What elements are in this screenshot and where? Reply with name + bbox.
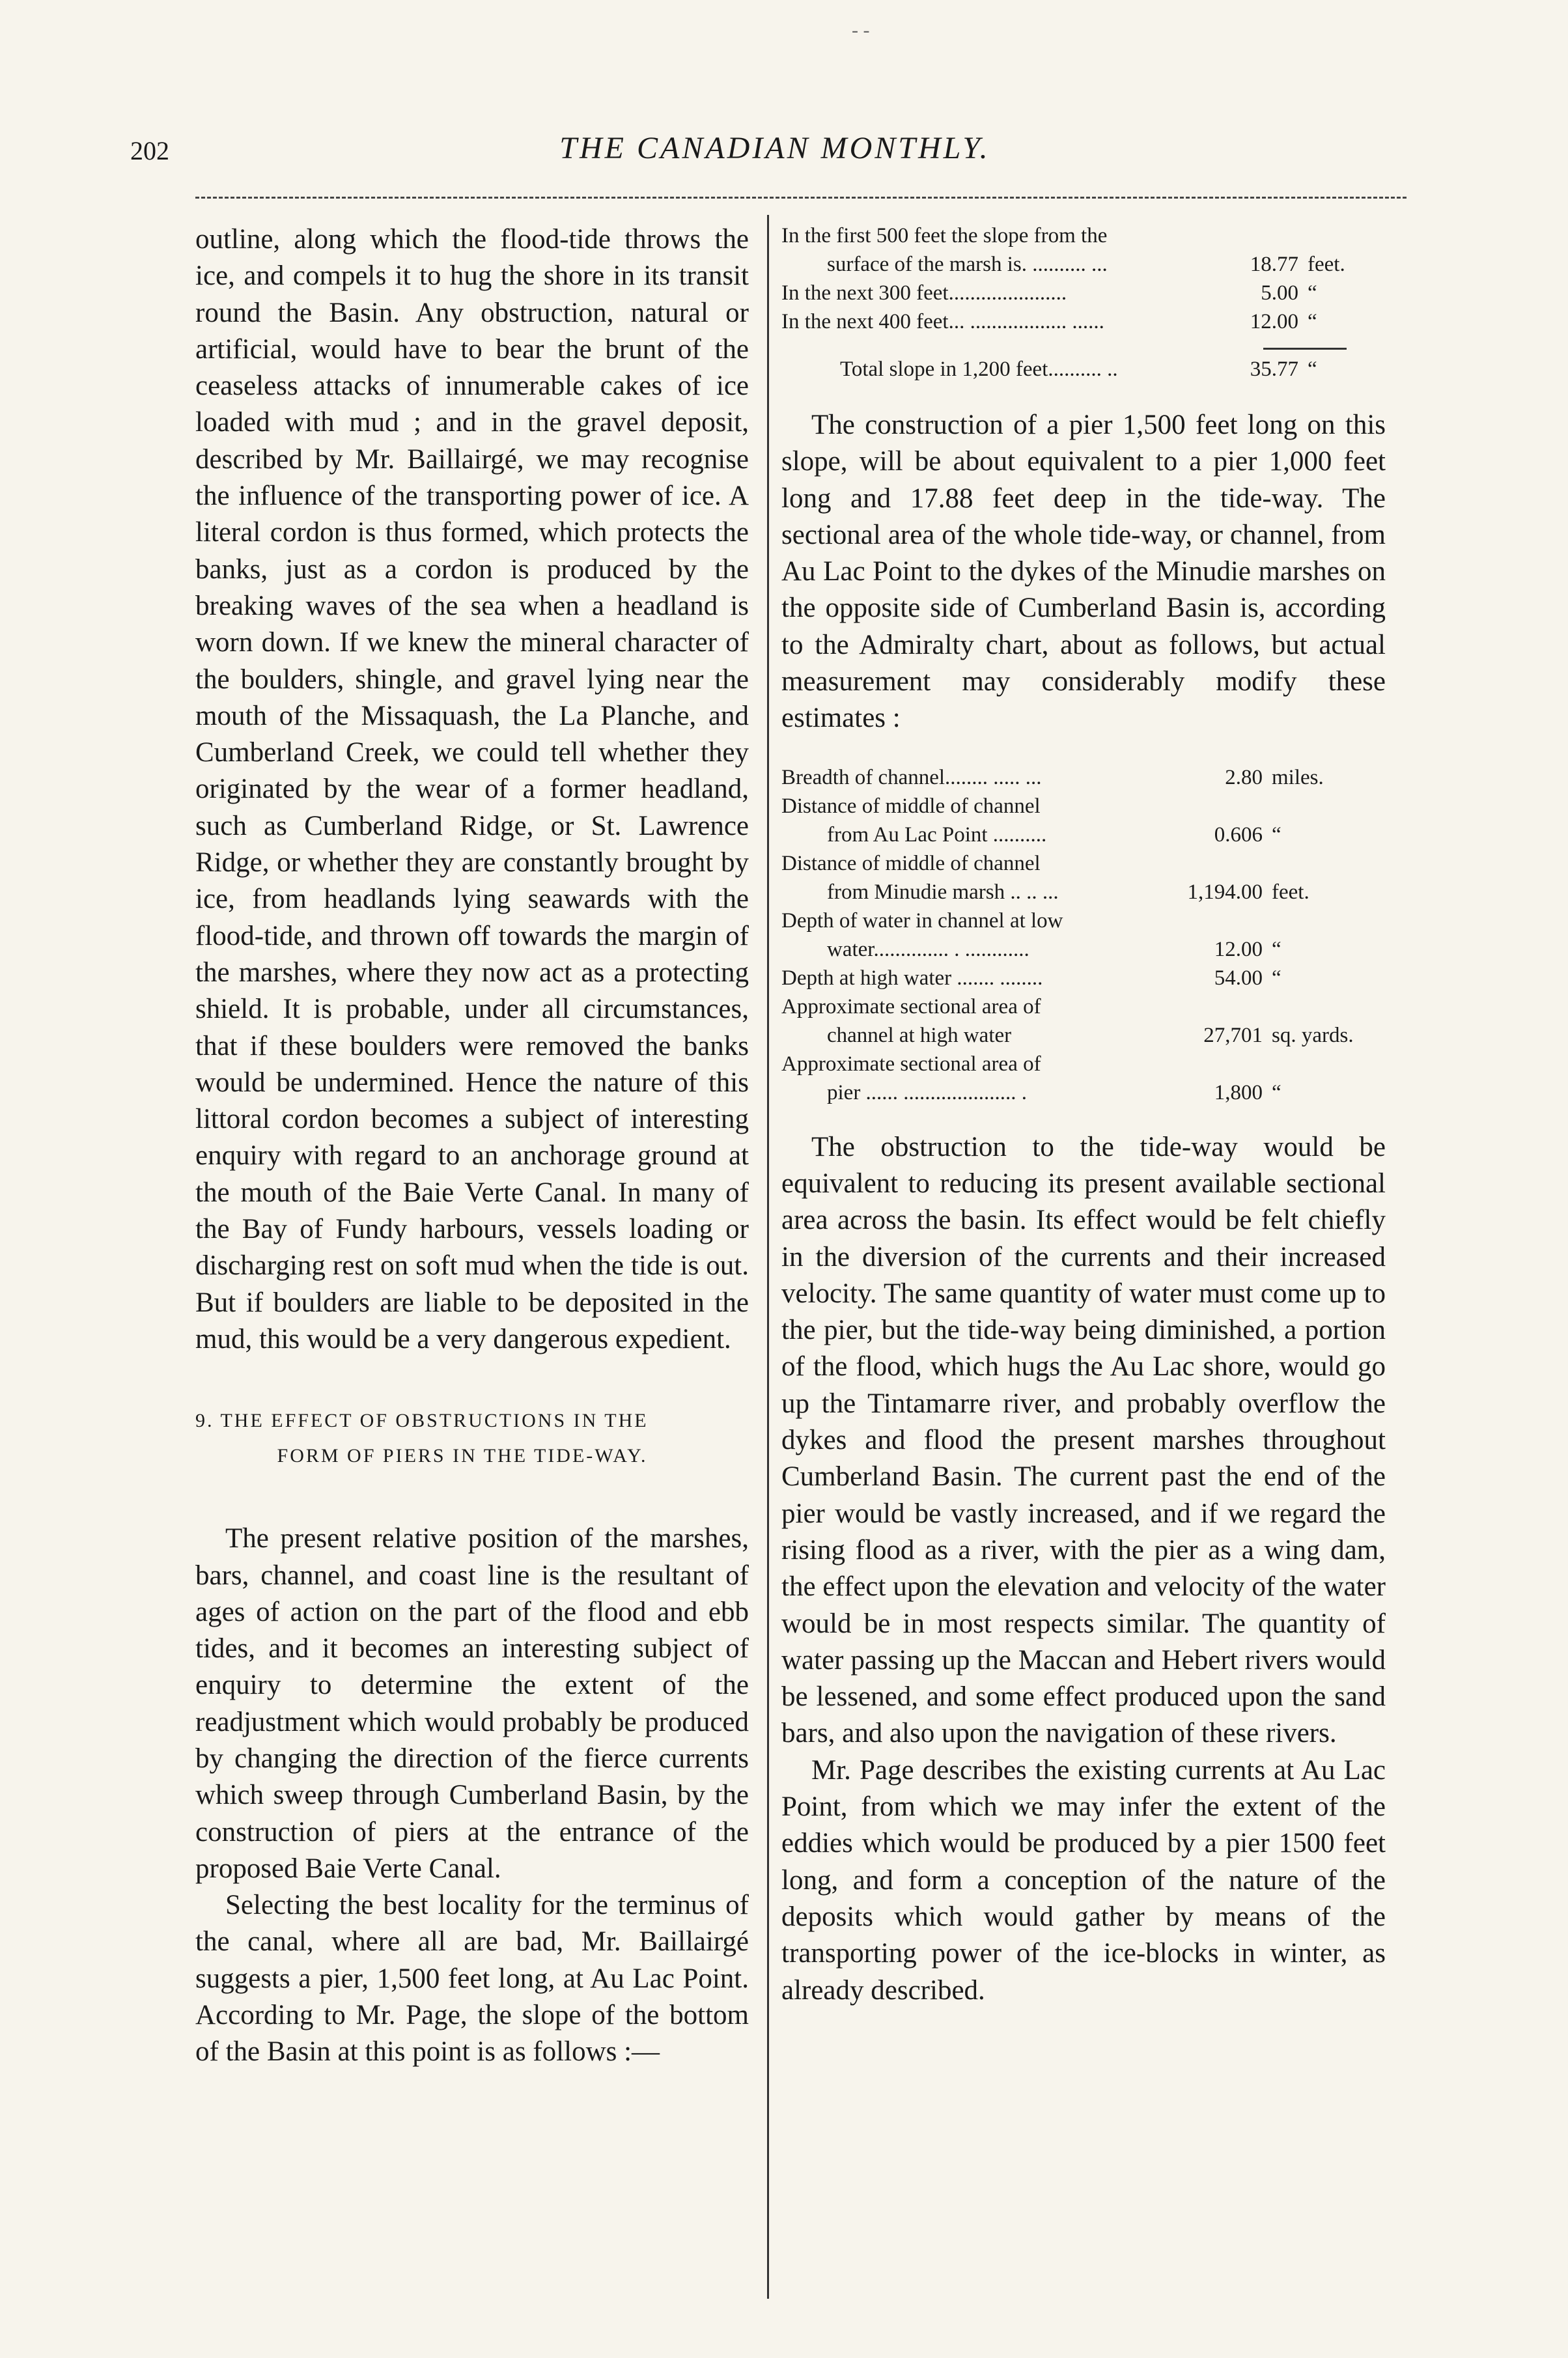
channel-row-3-value: 1,194.00 [1187, 880, 1263, 904]
right-paragraph-3: Mr. Page describes the existing currents at Au Lac Point, from which we may infer the extent of the eddies which would be produced by a pier 1500 feet long, and form a conception of the nature of the deposits which would gather by means of the transporting power of the ice-blocks in winter, as already described. [781, 1754, 1386, 2006]
page-header [130, 130, 1420, 182]
channel-row-7 [781, 1078, 1386, 1107]
channel-row-4-value: 12.00 [1214, 937, 1263, 961]
channel-row-4-label-cont: water.............. . ............ [827, 937, 1029, 961]
section-heading [195, 1403, 749, 1474]
sum-rule [1263, 348, 1347, 350]
channel-row-6-label: Approximate sectional area of [781, 994, 1041, 1018]
channel-row-5-label: Depth at high water ....... ........ [781, 966, 1043, 990]
channel-row-1-label: Breadth of channel........ ..... ... [781, 765, 1042, 789]
channel-row-6-label-cont: channel at high water [827, 1023, 1012, 1047]
channel-row-2-label: Distance of middle of channel [781, 794, 1041, 818]
slope-row-3-label: In the next 400 feet... .................. ...... [781, 310, 1104, 333]
channel-row-7-unit: “ [1272, 1080, 1281, 1104]
header-rule [195, 197, 1407, 199]
slope-row-2-unit: “ [1308, 281, 1317, 305]
channel-row-7-label-cont: pier ...... ..................... . [827, 1080, 1028, 1104]
section-heading-line-2: FORM OF PIERS IN THE TIDE-WAY. [277, 1445, 648, 1467]
slope-row-1-label: In the first 500 feet the slope from the [781, 224, 1108, 247]
slope-row-2 [781, 279, 1386, 307]
channel-row-6-unit: sq. yards. [1272, 1023, 1354, 1047]
slope-total-row [781, 355, 1386, 384]
channel-row-1-value: 2.80 [1225, 765, 1263, 789]
channel-row-6 [781, 1021, 1386, 1050]
channel-row-3 [781, 878, 1386, 906]
slope-row-1 [781, 250, 1386, 279]
left-paragraph-2: The present relative position of the marshes, bars, channel, and coast line is the resultant of ages of action on the part of the flood and ebb tides, and it becomes an interesting subject of enquiry to determine the extent of the readjustment which would probably be produced by changing the direction of the fierce currents which sweep through Cumberland Basin, by the construction of piers at the entrance of the proposed Baie Verte Canal. [195, 1523, 749, 1884]
channel-row-3-unit: feet. [1272, 880, 1309, 904]
column-divider [767, 215, 769, 2299]
section-heading-line-1: 9. THE EFFECT OF OBSTRUCTIONS IN THE [195, 1410, 649, 1432]
channel-table [781, 763, 1386, 1107]
channel-row-3-label-cont: from Minudie marsh .. .. ... [827, 880, 1059, 904]
slope-row-1-label-cont: surface of the marsh is. .......... ... [827, 253, 1108, 276]
channel-row-7-label: Approximate sectional area of [781, 1052, 1041, 1076]
slope-row-2-label: In the next 300 feet...................... [781, 281, 1067, 305]
slope-row-3 [781, 307, 1386, 336]
left-paragraph-3: Selecting the best locality for the terminus of the canal, where all are bad, Mr. Baillairgé suggests a pier, 1,500 feet long, at Au Lac Point. According to Mr. Page, the slope of the bottom of the Basin at this point is as follows :— [195, 1890, 749, 2068]
channel-row-4 [781, 935, 1386, 964]
left-column [195, 221, 749, 2071]
channel-row-2-label-cont: from Au Lac Point .......... [827, 822, 1047, 847]
slope-row-3-value: 12.00 [1250, 310, 1298, 333]
slope-row-2-value: 5.00 [1261, 281, 1298, 305]
channel-row-4-label: Depth of water in channel at low [781, 908, 1063, 933]
page-number: 202 [130, 136, 169, 165]
channel-row-1-unit: miles. [1272, 765, 1324, 789]
channel-row-2-value: 0.606 [1214, 822, 1263, 847]
channel-row-1 [781, 763, 1386, 792]
channel-row-2 [781, 821, 1386, 849]
left-paragraph-1: outline, along which the flood-tide throws the ice, and compels it to hug the shore in its transit round the Basin. Any obstruction, natural or artificial, would have to bear the brunt of the ceaseless attacks of innumerable cakes of ice loaded with mud ; and in the gravel deposit, described by Mr. Baillairgé, we may recognise the influence of the transporting power of ice. A literal cordon is thus formed, which protects the banks, just as a cordon is produced by the breaking waves of the sea when a headland is worn down. If we knew the mineral character of the boulders, shingle, and gravel lying near the mouth of the Missaquash, the La Planche, and Cumberland Creek, we could tell whether they originated by the wear of a former headland, such as Cumberland Ridge, or St. Lawrence Ridge, or whether they are constantly brought by ice, from headlands lying seawards with the flood-tide, and thrown off towards the margin of the marshes, where they now act as a protecting shield. It is probable, under all circumstances, that if these boulders were removed the banks would be undermined. Hence the nature of this littoral cordon becomes a subject of interesting enquiry with regard to an anchorage ground at the mouth of the Baie Verte Canal. In many of the Bay of Fundy harbours, vessels loading or discharging rest on soft mud when the tide is out. But if boulders are liable to be deposited in the mud, this would be a very dangerous expedient. [195, 224, 749, 1354]
slope-total-value: 35.77 [1250, 358, 1298, 381]
right-column [781, 221, 1386, 2009]
channel-row-5 [781, 964, 1386, 992]
slope-table [781, 221, 1386, 384]
slope-row-1-unit: feet. [1308, 253, 1345, 276]
channel-row-6-value: 27,701 [1203, 1023, 1263, 1047]
slope-total-unit: “ [1308, 358, 1317, 381]
channel-row-5-value: 54.00 [1214, 966, 1263, 990]
channel-row-2-unit: “ [1272, 822, 1281, 847]
right-paragraph-2: The obstruction to the tide-way would be equivalent to reducing its present available sectional area across the basin. Its effect would be felt chiefly in the diversion of the currents and their increased velocity. The same quantity of water must come up to the pier, but the tide-way being diminished, a portion of the flood, which hugs the Au Lac shore, would go up the Tintamarre river, and probably overflow the dykes and flood the present marshes throughout Cumberland Basin. The current past the end of the pier would be vastly increased, and if we regard the rising flood as a river, with the pier as a wing dam, the effect upon the elevation and velocity of the water would be in most respects similar. The quantity of water passing up the Maccan and Hebert rivers would be lessened, and some effect produced upon the sand bars, and also upon the navigation of these rivers. [781, 1131, 1386, 1749]
slope-row-1-value: 18.77 [1250, 253, 1298, 276]
channel-row-5-unit: “ [1272, 966, 1281, 990]
channel-row-3-label: Distance of middle of channel [781, 851, 1041, 875]
running-title: THE CANADIAN MONTHLY. [559, 131, 990, 165]
right-paragraph-1: The construction of a pier 1,500 feet long on this slope, will be about equivalent to a pier 1,000 feet long and 17.88 feet deep in the tide-way. The sectional area of the whole tide-way, or channel, from Au Lac Point to the dykes of the Minudie marshes on the opposite side of Cumberland Basin is, according to the Admiralty chart, about as follows, but actual measurement may considerably modify these estimates : [781, 410, 1386, 734]
top-mark: - - [852, 20, 870, 41]
channel-row-7-value: 1,800 [1214, 1080, 1263, 1104]
slope-total-label: Total slope in 1,200 feet.......... .. [840, 358, 1118, 381]
slope-row-3-unit: “ [1308, 310, 1317, 333]
channel-row-4-unit: “ [1272, 937, 1281, 961]
